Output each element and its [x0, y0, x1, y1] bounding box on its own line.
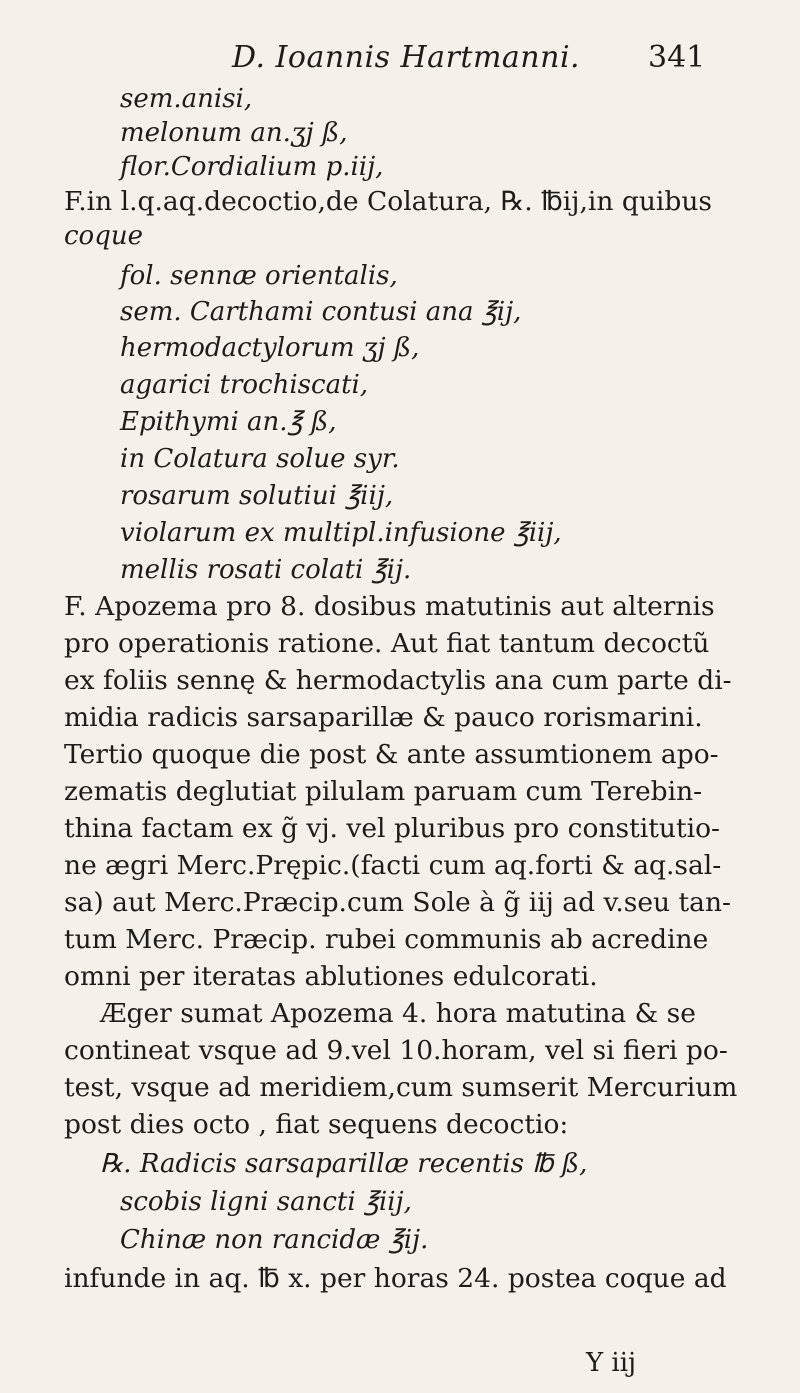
text-line: tum Merc. Præcip. rubei communis ab acredine [64, 924, 709, 955]
text-line: sem.anisi, [120, 84, 253, 114]
text-line: midia radicis sarsaparillæ & pauco rorismarini. [64, 702, 703, 733]
text-line: scobis ligni sancti ℥iij, [120, 1187, 412, 1217]
text-line: Tertio quoque die post & ante assumtionem apo- [64, 739, 719, 770]
page-number: 341 [648, 40, 706, 75]
text-line: violarum ex multipl.infusione ℥iij, [120, 518, 562, 548]
text-line: Æger sumat Apozema 4. hora matutina & se [100, 998, 696, 1029]
text-line: in Colatura solue syr. [120, 444, 400, 474]
text-line: F.in l.q.aq.decoctio,de Colatura, ℞. ℔ij,in quibus [64, 186, 713, 217]
text-line: Epithymi an.℥ ß, [120, 407, 337, 437]
text-line: flor.Cordialium p.iij, [120, 152, 384, 182]
text-line: agarici trochiscati, [120, 370, 369, 400]
text-line: infunde in aq. ℔ x. per horas 24. postea coque ad [64, 1263, 727, 1294]
signature-mark: Y iij [586, 1348, 637, 1378]
text-line: coque [64, 221, 143, 251]
text-line: ℞. Radicis sarsaparillæ recentis ℔ ß, [100, 1149, 588, 1179]
text-line: hermodactylorum ʒj ß, [120, 333, 420, 363]
text-line: pro operationis ratione. Aut fiat tantum decoctũ [64, 628, 710, 659]
text-line: zematis deglutiat pilulam paruam cum Terebin- [64, 776, 703, 807]
text-line: sem. Carthami contusi ana ℥ij, [120, 297, 522, 327]
text-line: Chinæ non rancidæ ℥ij. [120, 1225, 429, 1255]
text-line: melonum an.ʒj ß, [120, 118, 348, 148]
text-line: rosarum solutiui ℥iij, [120, 481, 394, 511]
text-line: ne ægri Merc.Prępic.(facti cum aq.forti & aq.sal- [64, 850, 722, 881]
text-line: ex foliis sennę & hermodactylis ana cum parte di- [64, 665, 732, 696]
text-line: post dies octo , fiat sequens decoctio: [64, 1109, 569, 1140]
text-line: fol. sennæ orientalis, [120, 261, 398, 291]
text-line: test, vsque ad meridiem,cum sumserit Mercurium [64, 1072, 738, 1103]
text-line: sa) aut Merc.Præcip.cum Sole à g̃ iij ad v.seu tan- [64, 887, 731, 918]
text-line: contineat vsque ad 9.vel 10.horam, vel si fieri po- [64, 1035, 728, 1066]
running-head: D. Ioannis Hartmanni. [232, 40, 581, 75]
text-line: F. Apozema pro 8. dosibus matutinis aut alternis [64, 591, 715, 622]
text-line: mellis rosati colati ℥ij. [120, 555, 412, 585]
text-line: thina factam ex g̃ vj. vel pluribus pro constitutio- [64, 813, 721, 844]
page-header [0, 40, 800, 80]
text-line: omni per iteratas ablutiones edulcorati. [64, 961, 598, 992]
